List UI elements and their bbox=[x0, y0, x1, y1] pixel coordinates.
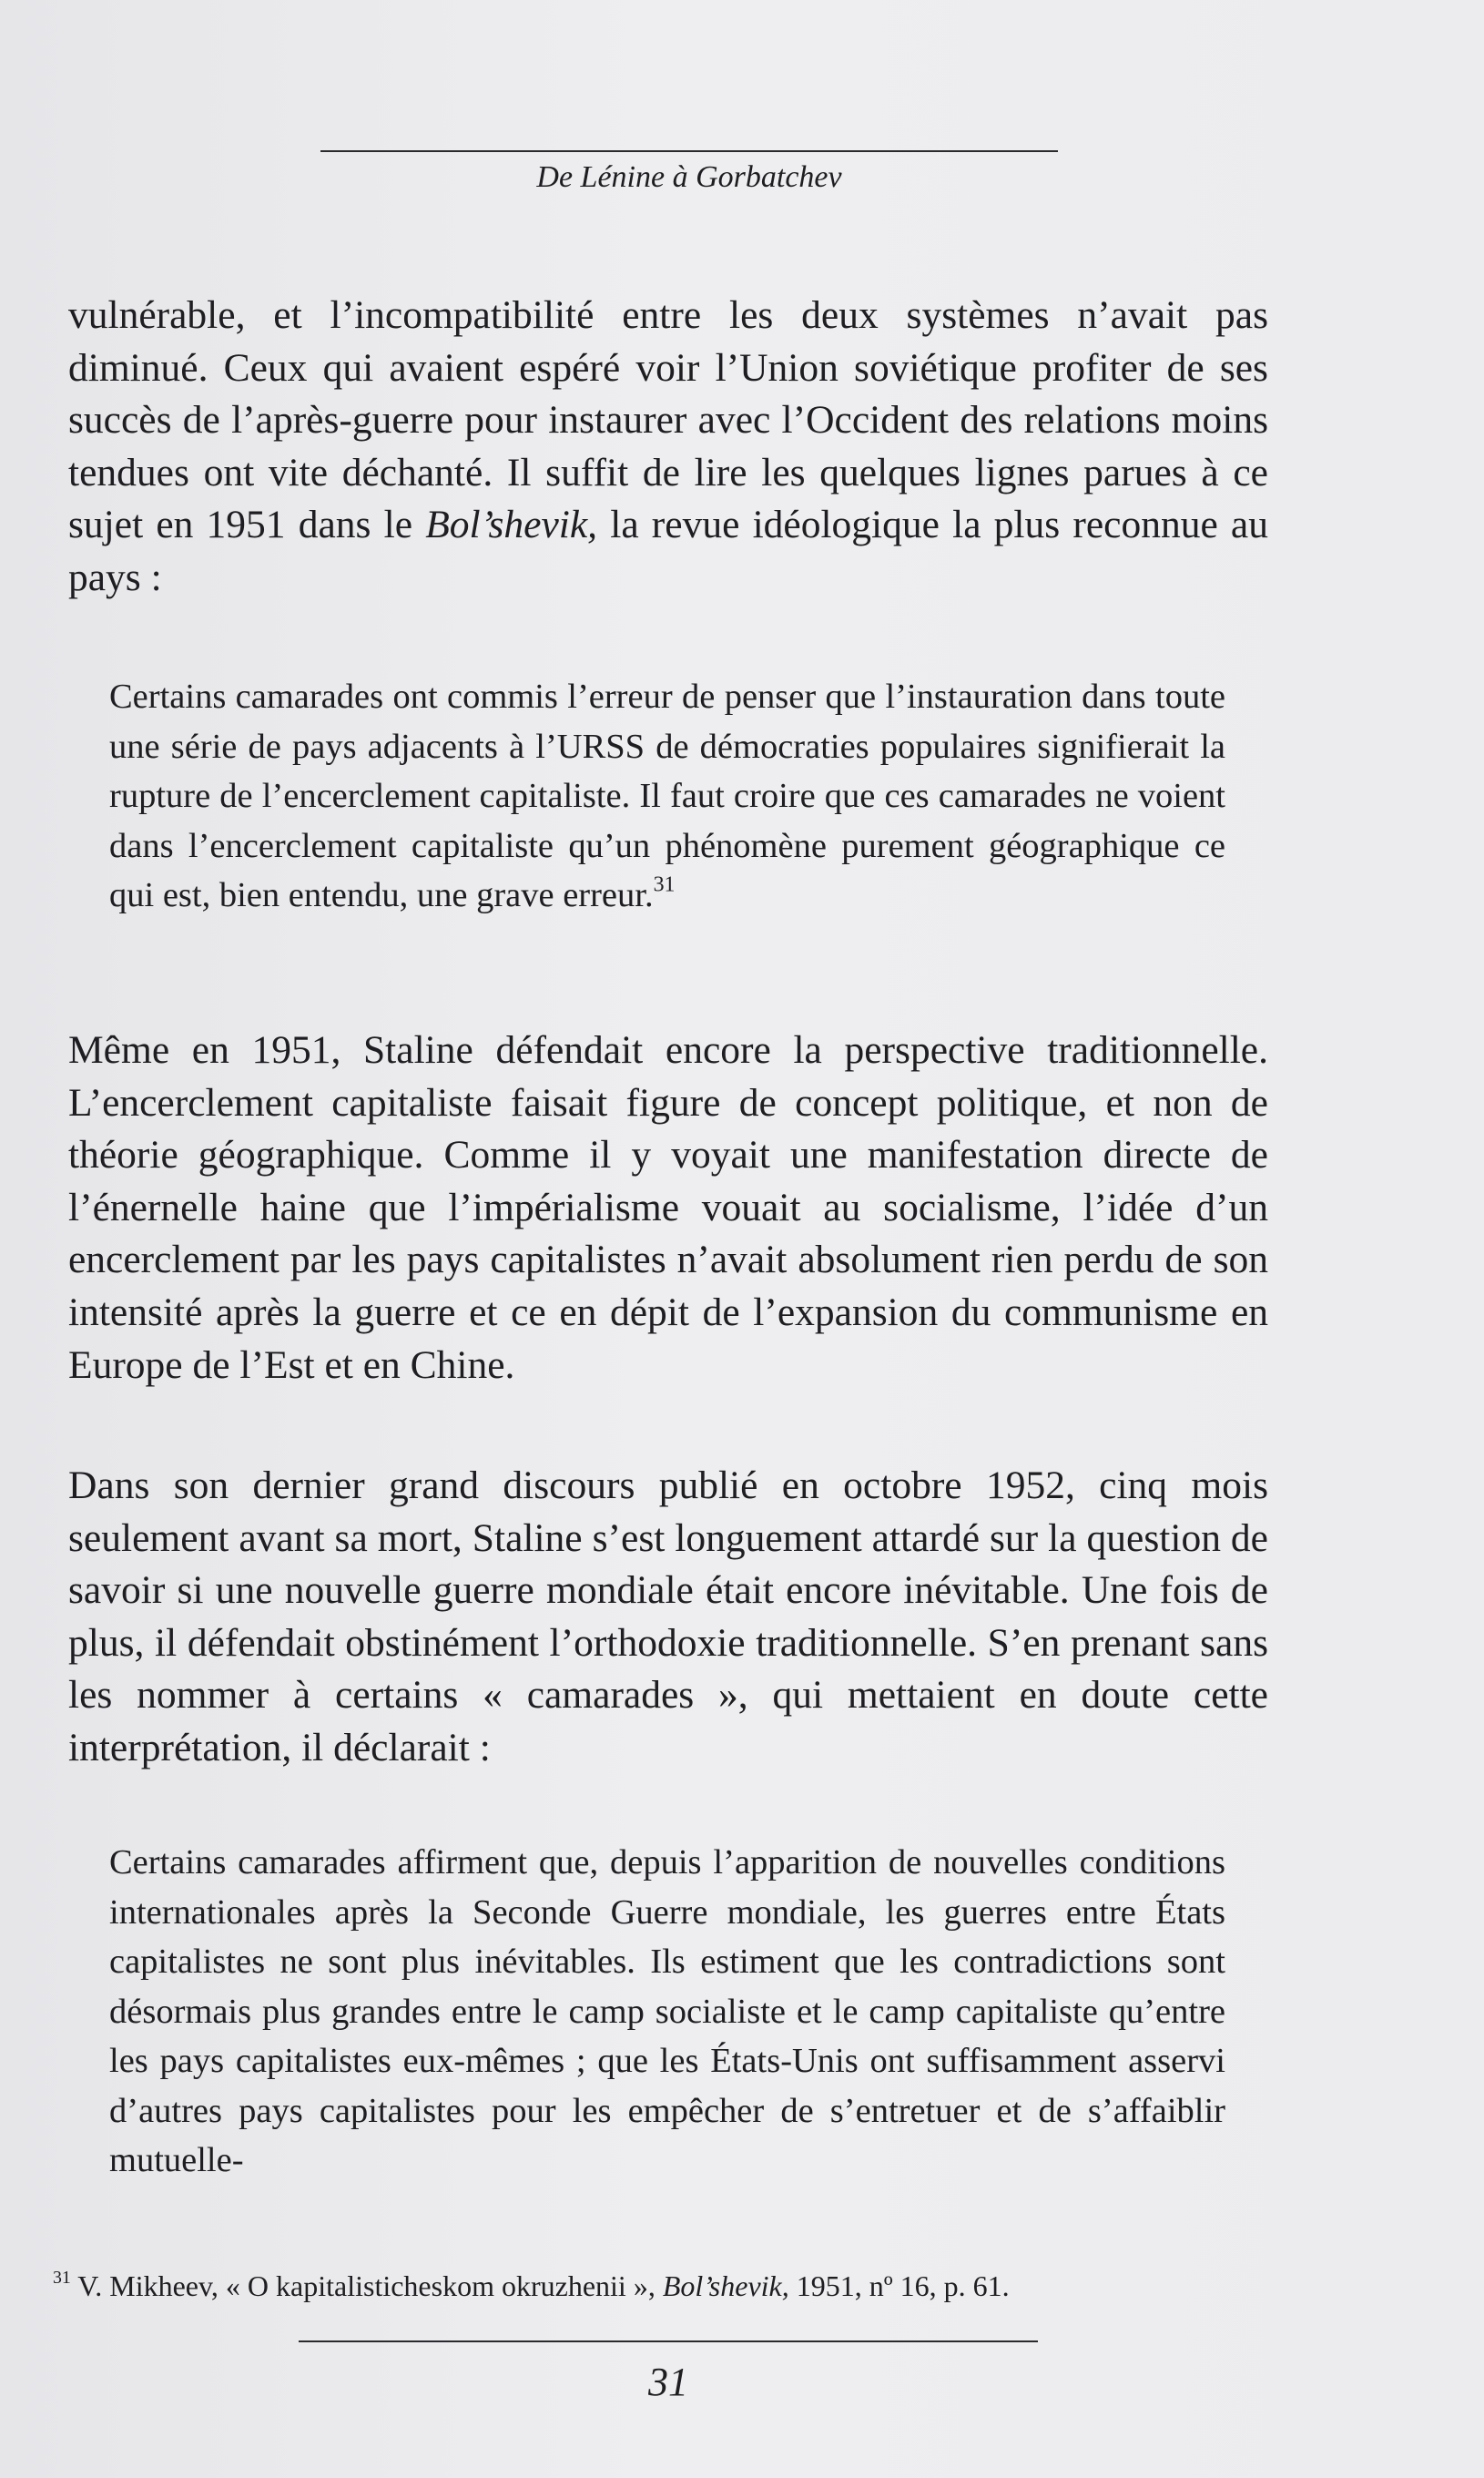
footnote-journal-title: Bol’shevik, bbox=[662, 2269, 789, 2302]
paragraph-1-text-after: la revue idéologique la plus reconnue au pays : bbox=[68, 503, 1268, 599]
paragraph-1 bbox=[68, 290, 1268, 605]
paragraph-2-text: Même en 1951, Staline défendait encore la perspective traditionnelle. L’encerclement capitaliste faisait figure de concept politique, et non de théorie géographique. Comme il y voyait une manifestation directe de l’énernelle haine que l’impérialisme vouait au socialisme, l’idée d’un encerclement par les pays capitalistes n’avait absolument rien perdu de son intensité après la guerre et ce en dépit de l’expansion du communisme en Europe de l’Est et en Chine. bbox=[68, 1028, 1268, 1387]
paragraph-3 bbox=[68, 1460, 1268, 1775]
footer-rule bbox=[299, 2340, 1038, 2342]
paragraph-2 bbox=[68, 1025, 1268, 1392]
block-quote-1 bbox=[109, 672, 1225, 921]
footnote-reference: 31 bbox=[653, 872, 676, 897]
page-number: 31 bbox=[648, 2360, 688, 2404]
footnote bbox=[53, 2266, 1010, 2306]
footnote-text-before: V. Mikheev, « O kapitalisticheskom okruzhenii », bbox=[70, 2269, 663, 2302]
header-rule bbox=[320, 150, 1058, 152]
paragraph-3-text: Dans son dernier grand discours publié en octobre 1952, cinq mois seulement avant sa mort, Staline s’est longuement attardé sur la question de savoir si une nouvelle guerre mondiale était encore inévitable. Une fois de plus, il défendait obstinément l’orthodoxie traditionnelle. S’en prenant sans les nommer à certains « camarades », qui mettaient en doute cette interprétation, il déclarait : bbox=[68, 1463, 1268, 1769]
block-quote-2-text: Certains camarades affirment que, depuis l’apparition de nouvelles conditions internationales après la Seconde Guerre mondiale, les guerres entre États capitalistes ne sont plus inévitables. Ils estiment que les contradictions sont désormais plus grandes entre le camp socialiste et le camp capitaliste qu’entre les pays capitalistes eux-mêmes ; que les États-Unis ont suffisamment asservi d’autres pays capitalistes pour les empêcher de s’entretuer et de s’affaiblir mutuelle- bbox=[109, 1843, 1225, 2179]
footnote-text-after: 1951, nº 16, p. 61. bbox=[788, 2269, 1010, 2302]
footnote-number: 31 bbox=[53, 2268, 71, 2289]
paragraph-1-text-before: vulnérable, et l’incompatibilité entre les deux systèmes n’avait pas diminué. Ceux qui avaient espéré voir l’Union soviétique profiter de ses succès de l’après-guerre pour instaurer avec l’Occident des relations moins tendues ont vite déchanté. Il suffit de lire les quelques lignes parues à ce sujet en 1951 dans le bbox=[68, 293, 1268, 547]
journal-title: Bol’shevik, bbox=[425, 503, 598, 547]
block-quote-1-text: Certains camarades ont commis l’erreur de penser que l’instauration dans toute une série de pays adjacents à l’URSS de démocraties populaires signifierait la rupture de l’encerclement capitaliste. Il faut croire que ces camarades ne voient dans l’encerclement capitaliste qu’un phénomène purement géographique ce qui est, bien entendu, une grave erreur. bbox=[109, 678, 1225, 914]
running-title: De Lénine à Gorbatchev bbox=[536, 160, 842, 194]
block-quote-2 bbox=[109, 1838, 1225, 2186]
